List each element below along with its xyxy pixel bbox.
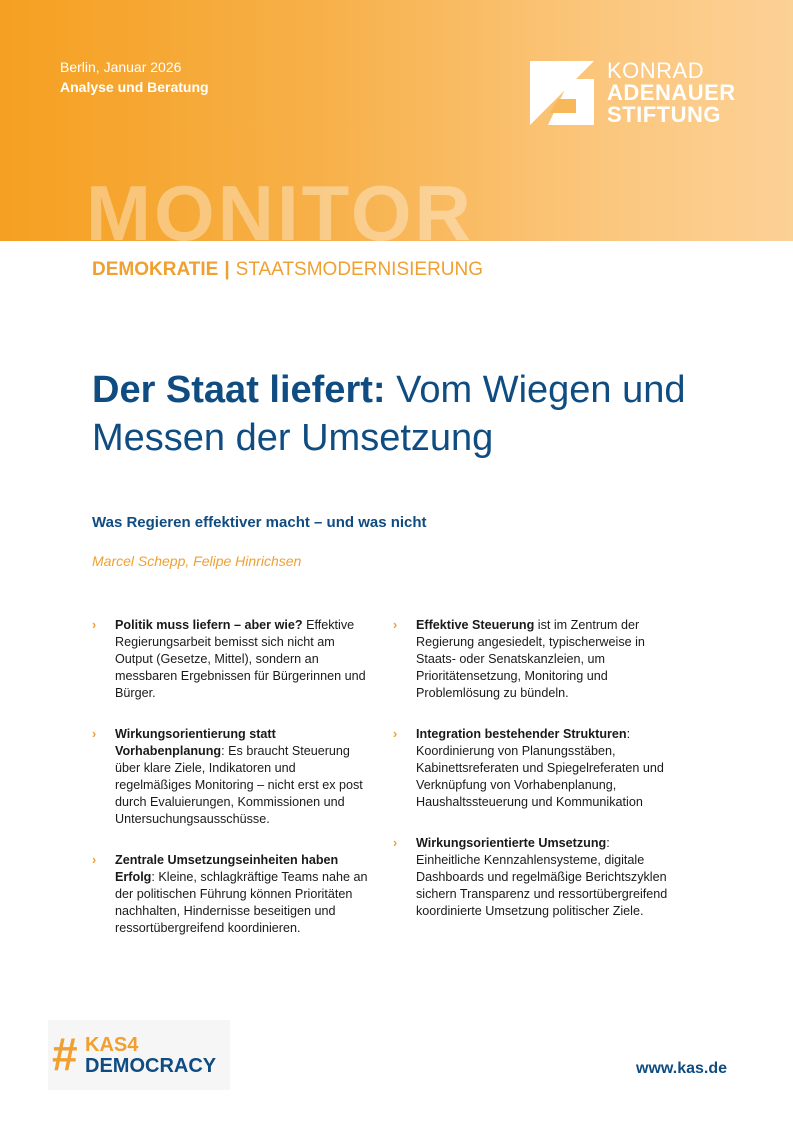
- bullet-text: ist im Zentrum der Regierung angesiedelt, typischerweise in Staats- oder Senatskanzleien, um Prioritätensetzung, Monitoring und Problemlösung zu bündeln.: [416, 618, 645, 700]
- document-subtitle: Was Regieren effektiver macht – und was nicht: [92, 514, 427, 531]
- kas-logo-wordmark: [607, 60, 736, 126]
- bullet-lead: Politik muss liefern – aber wie?: [115, 618, 303, 632]
- bullet-lead: Zentrale Umsetzungseinheiten haben Erfolg: [115, 853, 339, 884]
- bullet-marker-icon: ›: [92, 853, 97, 867]
- bullet-marker-icon: ›: [393, 618, 398, 632]
- topic-secondary: STAATSMODERNISIERUNG: [235, 259, 484, 280]
- summary-column-right: [393, 617, 673, 944]
- logo-line-konrad: KONRAD: [607, 58, 705, 83]
- hashtag-democracy: DEMOCRACY: [85, 1055, 217, 1077]
- bullet-lead: Wirkungsorientierte Umsetzung: [416, 836, 607, 850]
- authors: Marcel Schepp, Felipe Hinrichsen: [92, 553, 302, 569]
- series-watermark: MONITOR: [86, 169, 474, 241]
- topic-line: [92, 259, 483, 281]
- publication-type: Analyse und Beratung: [60, 79, 209, 95]
- kas-logo-icon: [530, 61, 594, 125]
- bullet-text: Effektive Regierungsarbeit bemisst sich nicht am Output (Gesetze, Mittel), sondern an messbaren Ergebnissen für Bürgerinnen und Bürger.: [115, 618, 366, 700]
- summary-bullet: [92, 617, 372, 702]
- document-title: [92, 366, 732, 462]
- summary-bullet: [92, 852, 372, 937]
- title-strong: Der Staat liefert:: [92, 369, 386, 411]
- bullet-marker-icon: ›: [393, 727, 398, 741]
- header-banner: [0, 0, 793, 241]
- bullet-marker-icon: ›: [393, 836, 398, 850]
- bullet-marker-icon: ›: [92, 618, 97, 632]
- bullet-text: : Kleine, schlagkräftige Teams nahe an der politischen Führung können Prioritäten nachhalten, Hindernisse beseitigen und ressortübergreifend koordinieren.: [115, 870, 368, 935]
- logo-line-adenauer: ADENAUER: [607, 80, 736, 105]
- summary-bullet: [393, 617, 673, 702]
- summary-bullet: [393, 835, 673, 920]
- website-link[interactable]: www.kas.de: [636, 1060, 727, 1077]
- summary-bullet: [92, 726, 372, 828]
- bullet-lead: Wirkungsorientierung statt Vorhabenplanung: [115, 727, 276, 758]
- hashtag-kas4: KAS4: [85, 1034, 139, 1056]
- topic-primary: DEMOKRATIE: [92, 259, 219, 280]
- bullet-text: : Koordinierung von Planungsstäben, Kabinettsreferaten und Spiegelreferaten und Verknüpfung von Vorhabenplanung, Haushaltssteuerung und Kommunikation: [416, 727, 664, 809]
- bullet-text: : Einheitliche Kennzahlensysteme, digitale Dashboards und regelmäßige Berichtszyklen sichern Transparenz und ressortübergreifend koordinierte Umsetzung politischer Ziele.: [416, 836, 668, 918]
- logo-line-stiftung: STIFTUNG: [607, 102, 721, 127]
- hashtag-icon: #: [52, 1028, 78, 1080]
- bullet-marker-icon: ›: [92, 727, 97, 741]
- summary-bullet: [393, 726, 673, 811]
- bullet-lead: Integration bestehender Strukturen: [416, 727, 627, 741]
- bullet-lead: Effektive Steuerung: [416, 618, 535, 632]
- publication-date: Berlin, Januar 2026: [60, 59, 182, 75]
- title-rest: Vom Wiegen und Messen der Umsetzung: [92, 369, 686, 459]
- topic-separator: |: [224, 259, 230, 280]
- summary-column-left: [92, 617, 372, 961]
- bullet-text: : Es braucht Steuerung über klare Ziele, Indikatoren und regelmäßiges Monitoring – nicht erst ex post durch Evaluierungen, Kommissionen und Untersuchungsausschüsse.: [115, 744, 363, 826]
